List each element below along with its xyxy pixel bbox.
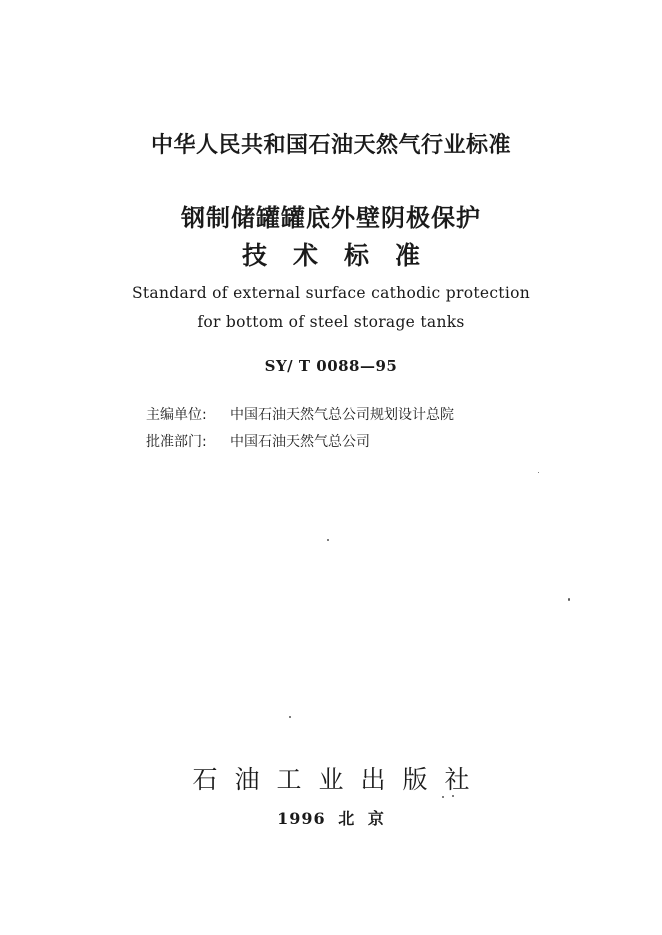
scan-speck: [568, 598, 570, 601]
approver-row: [146, 431, 370, 451]
title-english-line-1: Standard of external surface cathodic protection: [131, 284, 531, 302]
scan-speck: [538, 472, 539, 473]
editor-label: 主编单位:: [146, 407, 207, 423]
title-english-line-2: for bottom of steel storage tanks: [197, 313, 465, 331]
editor-value: 中国石油天然气总公司规划设计总院: [230, 407, 454, 423]
editor-row: [146, 404, 454, 424]
publisher-name: 石油工业出版社: [192, 765, 487, 794]
scan-speck: [289, 716, 291, 718]
scan-speck: [327, 539, 329, 541]
approver-value: 中国石油天然气总公司: [230, 434, 370, 450]
scan-speck: [452, 795, 454, 797]
standard-code: SY/ T 0088—95: [264, 357, 398, 375]
scan-speck: [442, 796, 444, 798]
publication-year-place: 1996 北 京: [277, 809, 385, 828]
title-chinese-line-1: 钢制储罐罐底外壁阴极保护: [181, 204, 481, 232]
title-chinese-line-2: 技术标准: [241, 241, 446, 270]
approver-label: 批准部门:: [146, 434, 207, 450]
standard-category-heading: 中华人民共和国石油天然气行业标准: [150, 133, 511, 158]
